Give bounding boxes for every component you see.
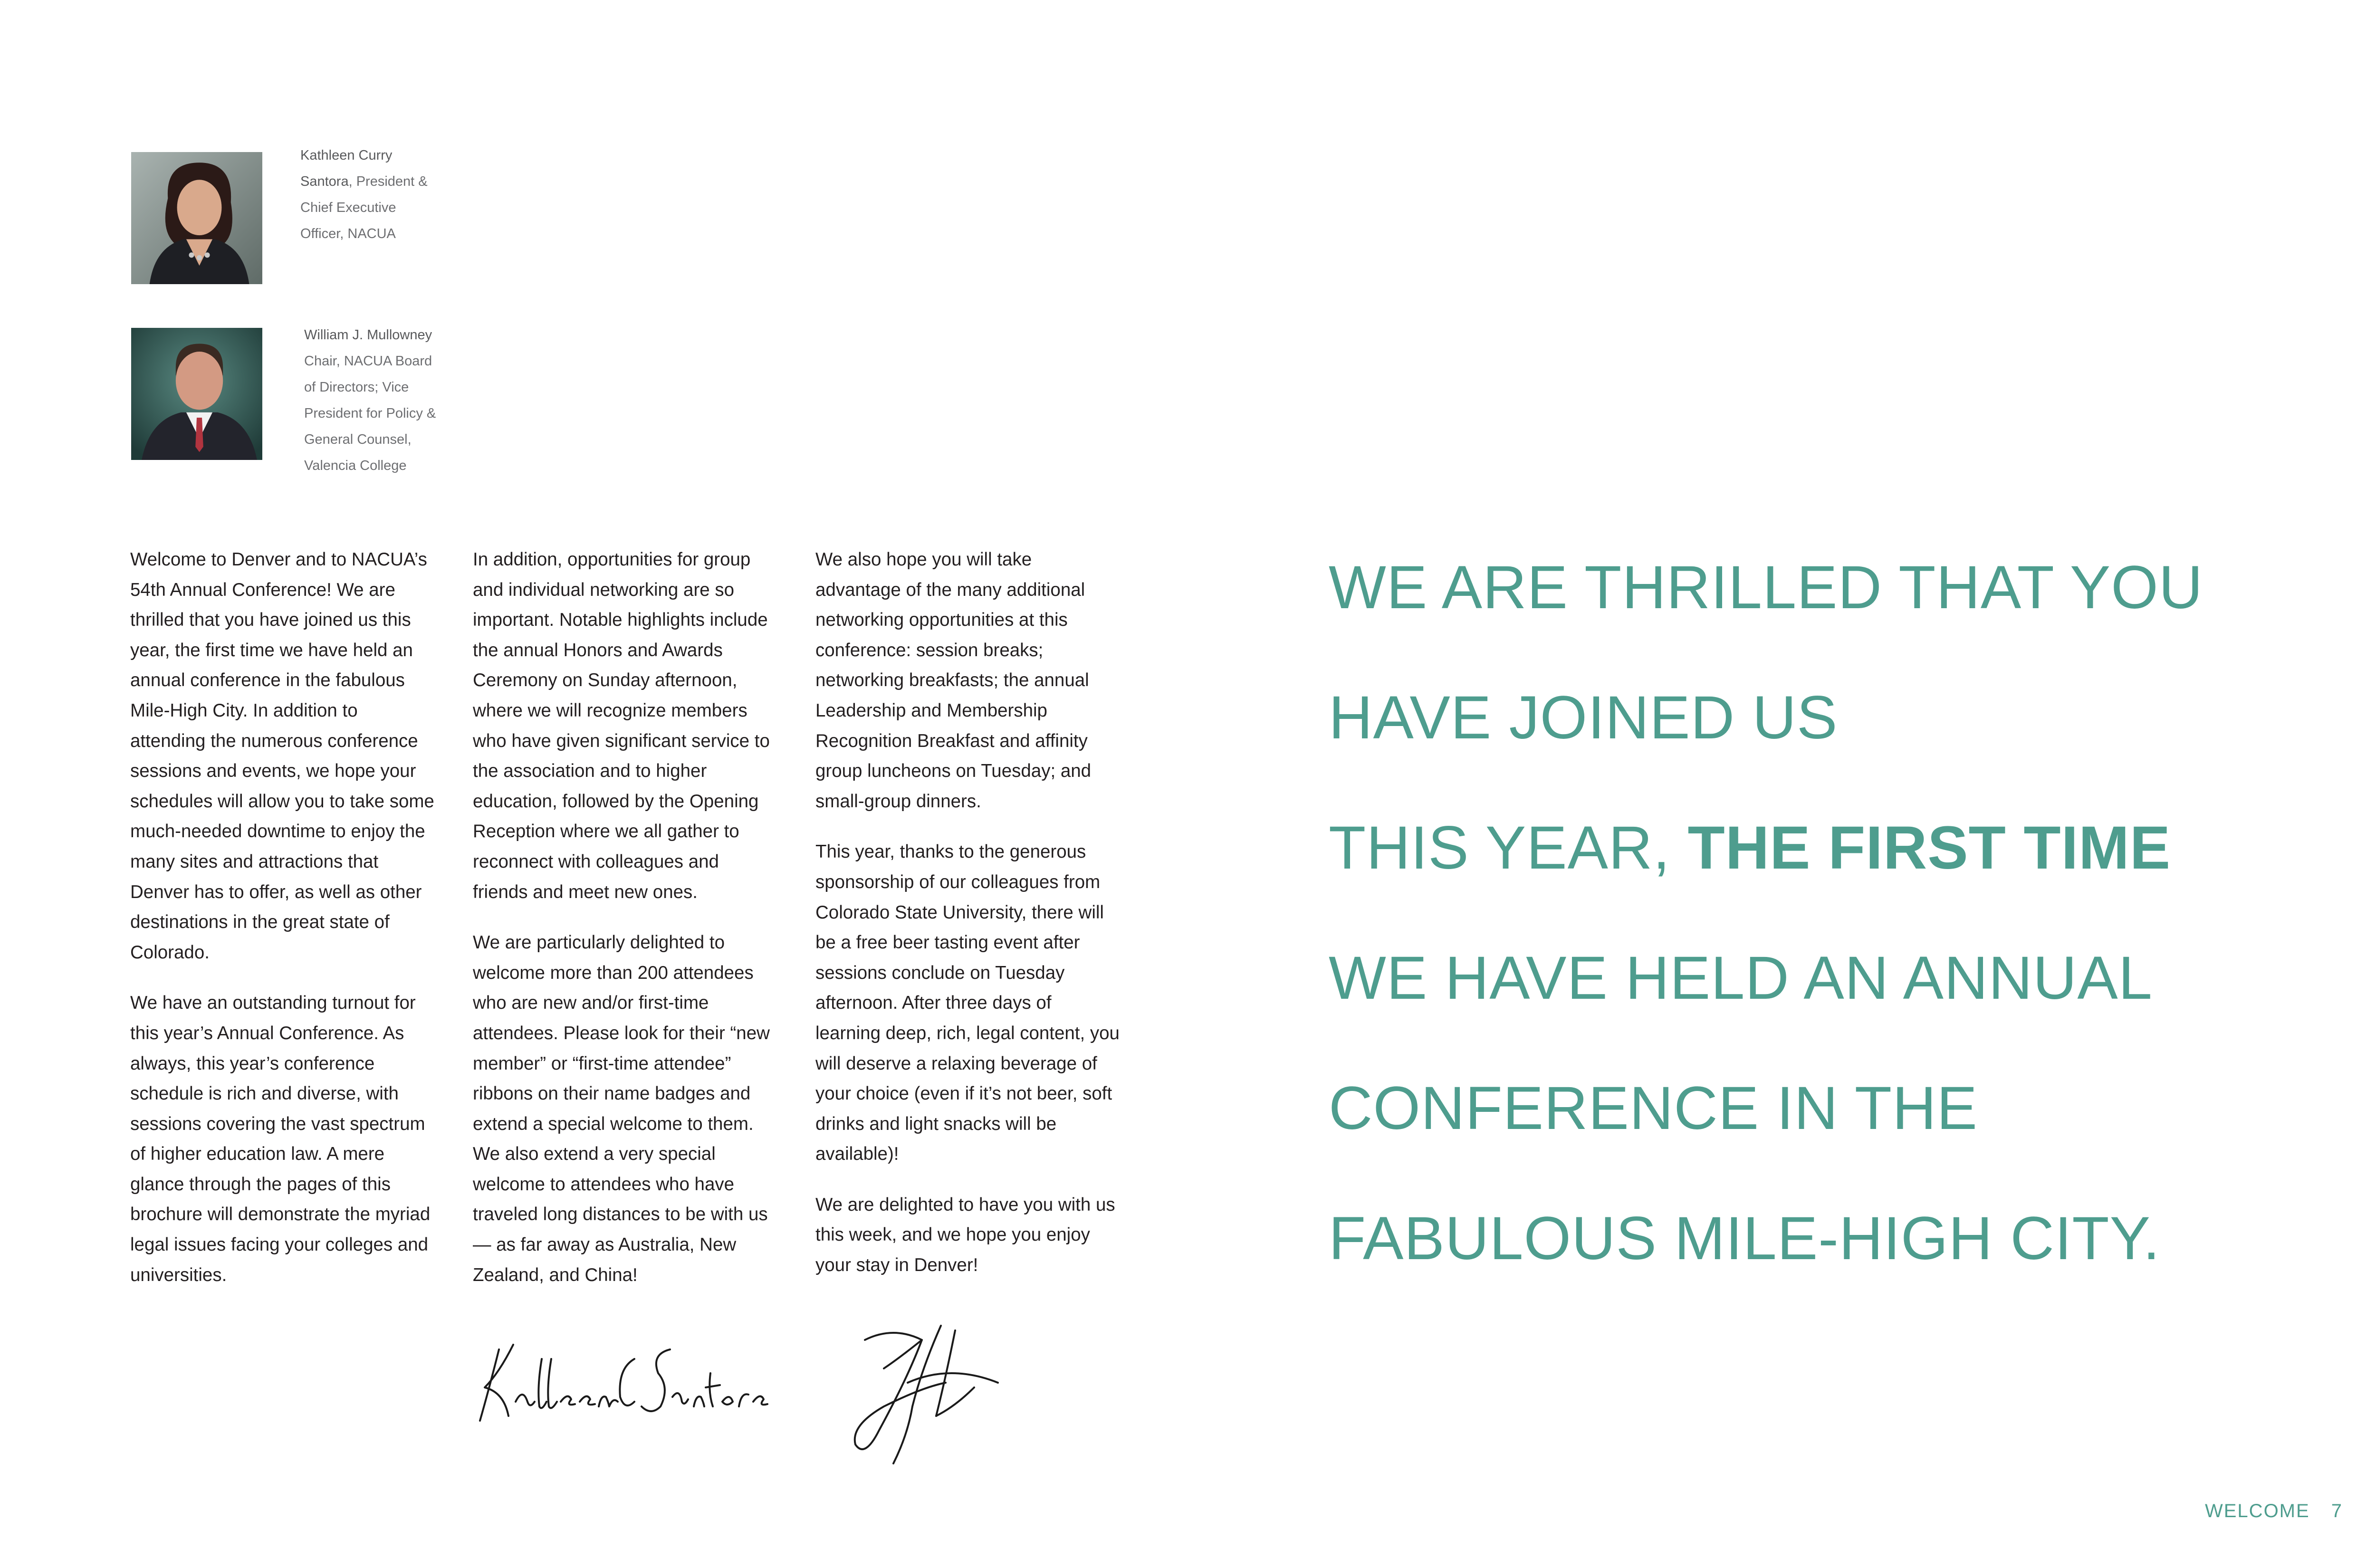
letter-paragraph: Welcome to Denver and to NACUA’s 54th Annual Conference! We are thrilled that you have joined us this year, the first time we have held an annual conference in the fabulous Mile-High City. In addition to attending the numerous conference sessions and events, we hope your schedules will allow you to take some much-needed downtime to enjoy the many sites and attractions that Denver has to offer, as well as other destinations in the great state of Colorado.	[130, 549, 434, 963]
page-number: 7	[2331, 1501, 2343, 1521]
page-footer	[2205, 1501, 2343, 1522]
portrait-caption-santora	[300, 143, 438, 247]
portrait-caption-mullowney	[304, 322, 442, 479]
portrait-photo-mullowney	[131, 328, 262, 460]
letter-paragraph: In addition, opportunities for group and individual networking are so important. Notable highlights include the annual Honors and Awards Ceremony on Sunday afternoon, where we will recognize members who have given significant service to the association and to higher education, followed by the Opening Reception where we all gather to reconnect with colleagues and friends and meet new ones.	[473, 549, 770, 902]
pull-quote-line: CONFERENCE IN THE	[1329, 1074, 1978, 1142]
portrait-role: , President & Chief Executive Officer, NACUA	[300, 174, 428, 241]
pull-quote-line: WE ARE THRILLED THAT YOU	[1329, 554, 2204, 621]
portrait-photo-santora	[131, 152, 262, 284]
portrait-role: Chair, NACUA Board of Directors; Vice President for Policy & General Counsel, Valencia College	[304, 354, 436, 473]
signature-mullowney	[827, 1311, 1017, 1473]
portrait-name: William J. Mullowney	[304, 327, 432, 343]
letter-column-2	[473, 545, 777, 1310]
letter-paragraph: We have an outstanding turnout for this year’s Annual Conference. As always, this year’s conference schedule is rich and diverse, with sessions covering the vast spectrum of higher education law. A mere glance through the pages of this brochure will demonstrate the myriad legal issues facing your colleges and universities.	[130, 993, 431, 1285]
letter-paragraph: This year, thanks to the generous sponsorship of our colleagues from Colorado State University, there will be a free beer tasting event after sessions conclude on Tuesday afternoon. After three days of learning deep, rich, legal content, you will deserve a relaxing beverage of your choice (even if it’s not beer, soft drinks and light snacks will be available)!	[815, 841, 1120, 1165]
pull-quote-line: WE HAVE HELD AN ANNUAL	[1329, 944, 2153, 1012]
pull-quote-line: HAVE JOINED US	[1329, 684, 1838, 752]
letter-column-1	[130, 545, 434, 1310]
letter-paragraph: We are particularly delighted to welcome more than 200 attendees who are new and/or first-time attendees. Please look for their “new member” or “first-time attendee” ribbons on their name badges and extend a special welcome to them. We also extend a very special welcome to attendees who have traveled long distances to be with us — as far away as Australia, New Zealand, and China!	[473, 932, 770, 1285]
pull-quote-line	[1329, 783, 2279, 913]
letter-paragraph: We are delighted to have you with us this week, and we hope you enjoy your stay in Denver!	[815, 1194, 1115, 1276]
pull-quote-line: FABULOUS MILE-HIGH CITY.	[1329, 1205, 2160, 1272]
section-label: WELCOME	[2205, 1501, 2310, 1521]
signature-santora	[470, 1330, 779, 1435]
pull-quote-text: THIS YEAR,	[1329, 814, 1688, 882]
pull-quote-emphasis: THE FIRST TIME	[1687, 814, 2171, 882]
pull-quote	[1329, 523, 2279, 1304]
portrait-name: Kathleen Curry Santora	[300, 148, 393, 189]
letter-paragraph: We also hope you will take advantage of the many additional networking opportunities at this conference: session breaks; networking breakfasts; the annual Leadership and Membership Recognition Breakfast and affinity group luncheons on Tuesday; and small-group dinners.	[815, 549, 1092, 812]
letter-column-3	[815, 545, 1120, 1301]
